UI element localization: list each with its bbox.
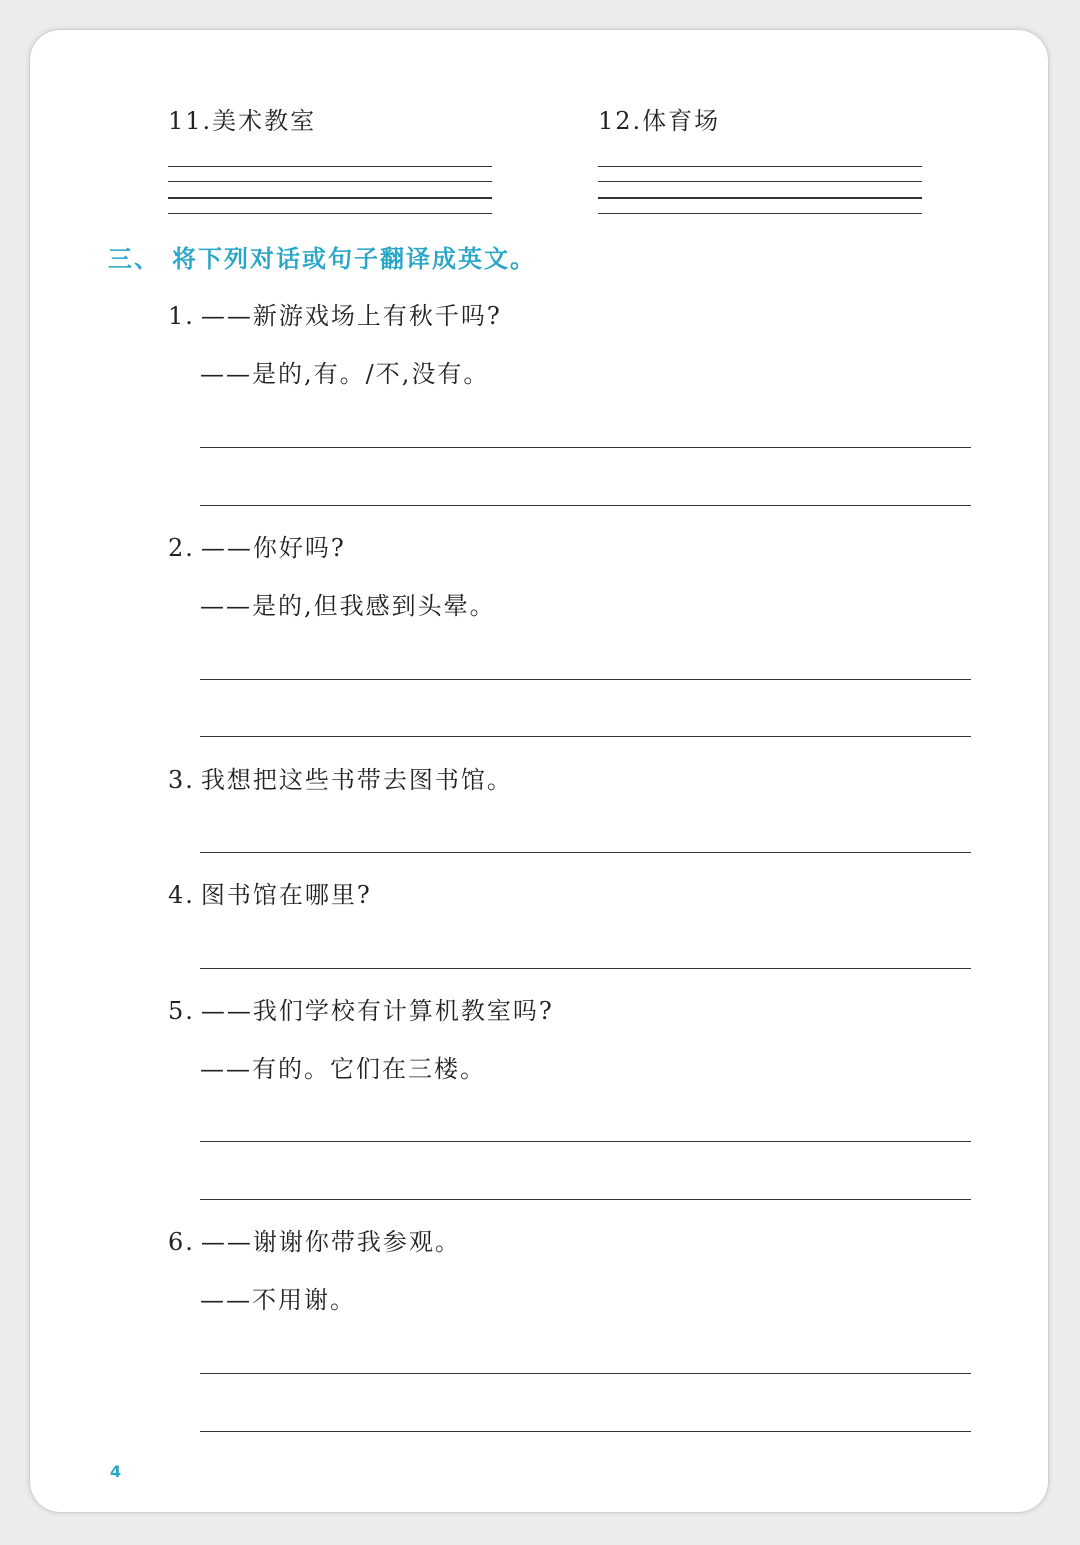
- answer-line[interactable]: [200, 852, 971, 853]
- question-line: 我想把这些书带去图书馆。: [200, 766, 513, 794]
- question-number: 1.: [168, 302, 195, 330]
- section-title: 将下列对话或句子翻译成英文。: [172, 245, 536, 273]
- question-number: 3.: [168, 766, 195, 794]
- vocab-item-11: [168, 106, 316, 136]
- question-line: ——新游戏场上有秋千吗?: [200, 302, 502, 330]
- vocab-text: 美术教室: [212, 107, 317, 135]
- question-1-answer-prompt: ——是的,有。/不,没有。: [200, 360, 490, 388]
- section-heading: [108, 244, 536, 274]
- answer-line[interactable]: [200, 505, 971, 506]
- question-6-answer-prompt: ——不用谢。: [200, 1286, 356, 1314]
- answer-line[interactable]: [200, 447, 971, 448]
- question-number: 2.: [168, 534, 195, 562]
- question-line: ——谢谢你带我参观。: [200, 1228, 461, 1256]
- question-number: 4.: [168, 881, 195, 909]
- question-4: [168, 880, 372, 910]
- writing-grid-11[interactable]: [168, 166, 492, 216]
- writing-grid-12[interactable]: [598, 166, 922, 216]
- question-2-answer-prompt: ——是的,但我感到头晕。: [200, 592, 496, 620]
- grid-line: [168, 213, 492, 214]
- question-line: ——我们学校有计算机教室吗?: [200, 997, 554, 1025]
- question-5-answer-prompt: ——有的。它们在三楼。: [200, 1055, 486, 1083]
- section-marker: 三、: [108, 245, 160, 273]
- question-line: 图书馆在哪里?: [200, 881, 372, 909]
- grid-line: [598, 166, 922, 167]
- answer-line[interactable]: [200, 1141, 971, 1142]
- answer-line[interactable]: [200, 1431, 971, 1432]
- grid-line: [598, 213, 922, 214]
- vocab-number: 12.: [598, 107, 643, 135]
- grid-line: [168, 181, 492, 182]
- answer-line[interactable]: [200, 968, 971, 969]
- question-1: [168, 301, 502, 331]
- grid-line: [598, 181, 922, 182]
- question-3: [168, 765, 513, 795]
- answer-line[interactable]: [200, 736, 971, 737]
- grid-line: [168, 197, 492, 199]
- answer-line[interactable]: [200, 1373, 971, 1374]
- answer-line[interactable]: [200, 1199, 971, 1200]
- question-line: ——你好吗?: [200, 534, 346, 562]
- grid-line: [598, 197, 922, 199]
- question-number: 5.: [168, 997, 195, 1025]
- question-2: [168, 533, 346, 563]
- page-number: 4: [110, 1462, 122, 1481]
- question-5: [168, 996, 554, 1026]
- question-number: 6.: [168, 1228, 195, 1256]
- vocab-item-12: [598, 106, 720, 136]
- grid-line: [168, 166, 492, 167]
- vocab-number: 11.: [168, 107, 213, 135]
- answer-line[interactable]: [200, 679, 971, 680]
- worksheet-page: [30, 30, 1048, 1512]
- vocab-text: 体育场: [642, 107, 721, 135]
- question-6: [168, 1227, 461, 1257]
